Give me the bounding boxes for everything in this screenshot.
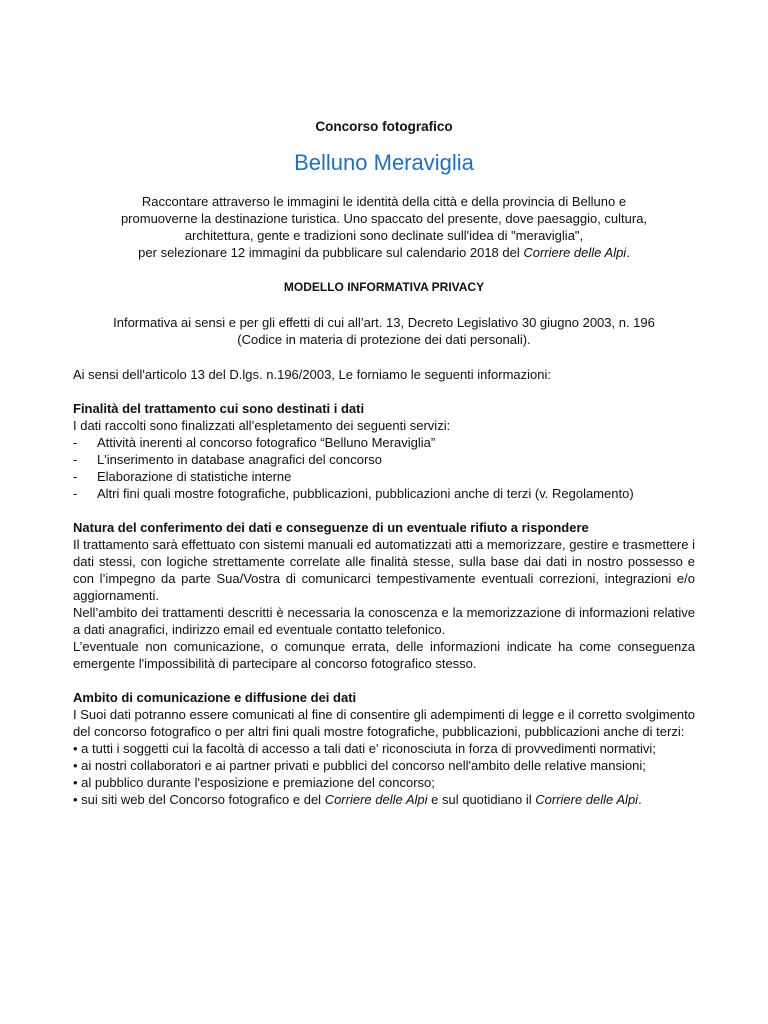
section-heading: Ambito di comunicazione e diffusione dei dati (73, 690, 357, 705)
list-item-text: Altri fini quali mostre fotografiche, pubblicazioni, pubblicazioni anche di terzi (v. Regolamento) (97, 486, 634, 501)
contest-kicker: Concorso fotografico (315, 119, 453, 134)
section-paragraph: Il trattamento sarà effettuato con sistemi manuali ed automatizzati atti a memorizzare, gestire e trasmettere i dati stessi, con logiche strettamente correlate alle finalità stesse, sulla base dai dati in nostro possesso e con l’impegno da parte Sua/Vostra di comunicarci tempestivamente eventuali correzioni, integrazioni e/o aggiornamenti. (73, 537, 695, 603)
list-item-text: Elaborazione di statistiche interne (97, 469, 292, 484)
section-ambito (73, 689, 695, 808)
intro-text: per selezionare 12 immagini da pubblicare sul calendario 2018 del (138, 245, 524, 260)
list-item: • a tutti i soggetti cui la facoltà di accesso a tali dati e' riconosciuta in forza di provvedimenti normativi; (73, 741, 656, 756)
section-heading: Finalità del trattamento cui sono destinati i dati (73, 401, 365, 416)
section-finalita (73, 400, 695, 502)
section-natura (73, 519, 695, 672)
section-heading: Natura del conferimento dei dati e conseguenze di un eventuale rifiuto a rispondere (73, 520, 589, 535)
privacy-heading: MODELLO INFORMATIVA PRIVACY (283, 280, 485, 294)
intro-paragraph (73, 193, 695, 261)
informativa-line: (Codice in materia di protezione dei dati personali). (237, 332, 531, 347)
contest-title: Belluno Meraviglia (294, 150, 474, 175)
services-list (73, 434, 695, 502)
intro-line: promuoverne la destinazione turistica. Uno spaccato del presente, dove paesaggio, cultura, (120, 211, 648, 226)
recipients-list (73, 740, 695, 808)
section-intro: I dati raccolti sono finalizzati all’espletamento dei seguenti servizi: (73, 418, 451, 433)
list-item-text: e sul quotidiano il (427, 792, 536, 807)
dash-bullet: - (73, 435, 78, 450)
list-item: • al pubblico durante l'esposizione e premiazione del concorso; (73, 775, 435, 790)
newspaper-name: Corriere delle Alpi (535, 792, 639, 807)
intro-line: Raccontare attraverso le immagini le identità della città e della provincia di Belluno e (141, 194, 627, 209)
list-item: • ai nostri collaboratori e ai partner privati e pubblici del concorso nell'ambito delle relative mansioni; (73, 758, 646, 773)
list-item (73, 791, 695, 808)
newspaper-name: Corriere delle Alpi (523, 245, 627, 260)
dash-bullet: - (73, 486, 78, 501)
intro-text: . (626, 245, 630, 260)
list-item-text: L'inserimento in database anagrafici del concorso (97, 452, 383, 467)
section-paragraph: L’eventuale non comunicazione, o comunque errata, delle informazioni indicate ha come conseguenza emergente l'impossibilità di partecipare al concorso fotografico stesso. (73, 639, 695, 671)
lead-paragraph: Ai sensi dell'articolo 13 del D.lgs. n.196/2003, Le forniamo le seguenti informazioni: (73, 367, 551, 382)
dash-bullet: - (73, 469, 78, 484)
dash-bullet: - (73, 452, 78, 467)
section-paragraph: I Suoi dati potranno essere comunicati al fine di consentire gli adempimenti di legge e il corretto svolgimento del concorso fotografico o per altri fini quali mostre fotografiche, pubblicazioni, pubblicazioni anche di terzi: (73, 707, 695, 739)
section-paragraph: Nell’ambito dei trattamenti descritti è necessaria la conoscenza e la memorizzazione di informazioni relative a dati anagrafici, indirizzo email ed eventuale contatto telefonico. (73, 605, 695, 637)
informativa-paragraph (73, 314, 695, 348)
newspaper-name: Corriere delle Alpi (324, 792, 428, 807)
list-item-text: . (638, 792, 642, 807)
list-item-text: Attività inerenti al concorso fotografico “Belluno Meraviglia” (97, 435, 436, 450)
intro-line (73, 244, 695, 261)
list-item (73, 434, 695, 451)
list-item (73, 468, 695, 485)
intro-line: architettura, gente e tradizioni sono declinate sull'idea di "meraviglia", (184, 228, 584, 243)
list-item-text: • sui siti web del Concorso fotografico e del (73, 792, 325, 807)
list-item (73, 451, 695, 468)
list-item (73, 485, 695, 502)
informativa-line: Informativa ai sensi e per gli effetti di cui all’art. 13, Decreto Legislativo 30 giugno 2003, n. 196 (113, 315, 655, 330)
